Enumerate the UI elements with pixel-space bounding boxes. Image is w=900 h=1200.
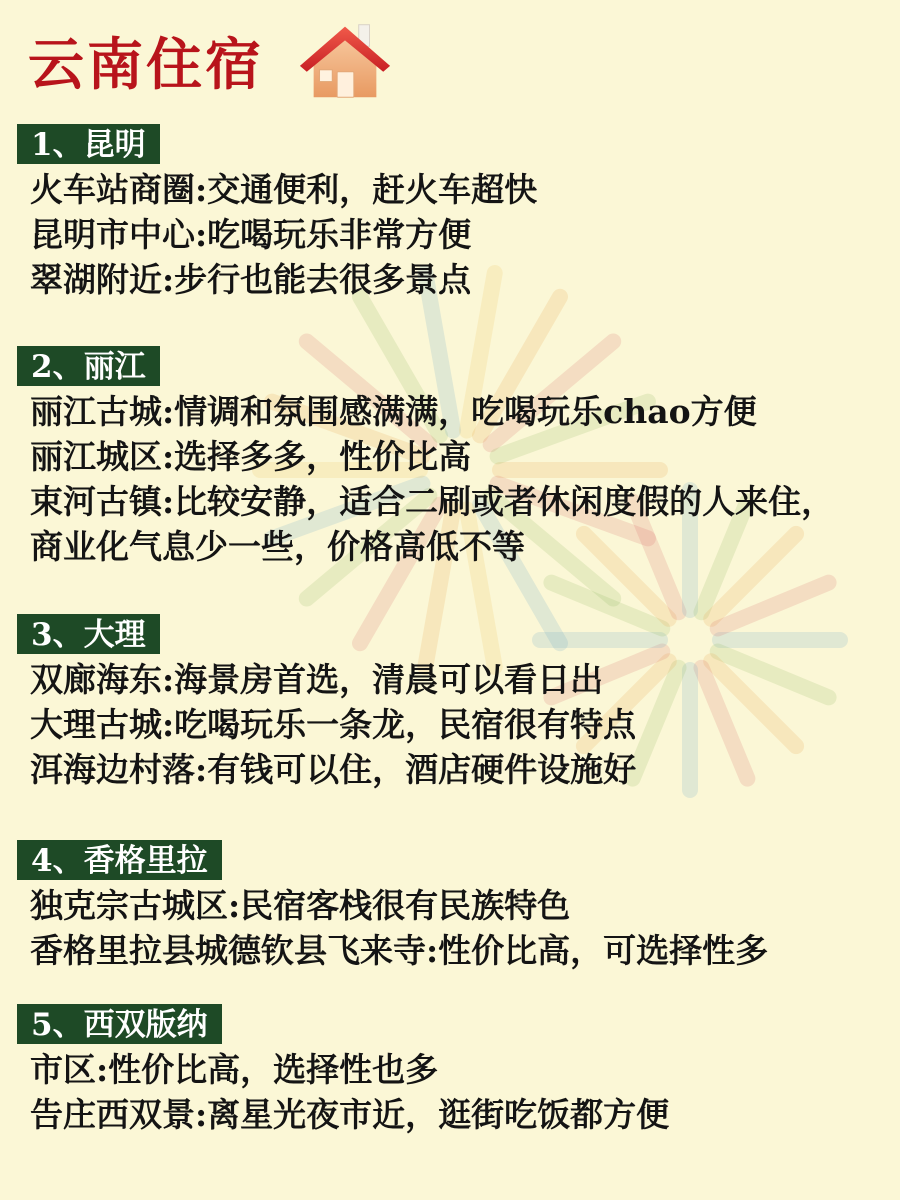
list-item: 双廊海东:海景房首选，清晨可以看日出	[30, 660, 604, 699]
section-items	[30, 657, 636, 792]
list-item: 市区:性价比高，选择性也多	[30, 1050, 439, 1089]
list-item: 香格里拉县城德钦县飞来寺:性价比高，可选择性多	[30, 931, 769, 970]
list-item: 翠湖附近:步行也能去很多景点	[30, 260, 472, 299]
section-heading: 5、西双版纳	[17, 1004, 222, 1044]
section-items	[30, 1047, 669, 1137]
section-heading: 4、香格里拉	[17, 840, 222, 880]
list-item: 昆明市中心:吃喝玩乐非常方便	[30, 215, 472, 254]
page-title: 云南住宿	[28, 32, 264, 98]
section-items	[30, 167, 537, 302]
list-item: 商业化气息少一些，价格高低不等	[30, 527, 525, 566]
list-item: 大理古城:吃喝玩乐一条龙，民宿很有特点	[30, 705, 637, 744]
list-item: 洱海边村落:有钱可以住，酒店硬件设施好	[30, 750, 637, 789]
list-item: 火车站商圈:交通便利，赶火车超快	[30, 170, 538, 209]
list-item: 束河古镇:比较安静，适合二刷或者休闲度假的人来住，	[30, 482, 835, 521]
section-heading: 2、丽江	[17, 346, 160, 386]
section-items	[30, 883, 768, 973]
list-item: 告庄西双景:离星光夜市近，逛街吃饭都方便	[30, 1095, 670, 1134]
list-item: 丽江城区:选择多多，性价比高	[30, 437, 472, 476]
house-icon	[296, 14, 394, 106]
section-heading: 1、昆明	[17, 124, 160, 164]
section-items	[30, 389, 834, 569]
section-heading: 3、大理	[17, 614, 160, 654]
list-item: 独克宗古城区:民宿客栈很有民族特色	[30, 886, 571, 925]
list-item: 丽江古城:情调和氛围感满满，吃喝玩乐chao方便	[30, 392, 757, 431]
